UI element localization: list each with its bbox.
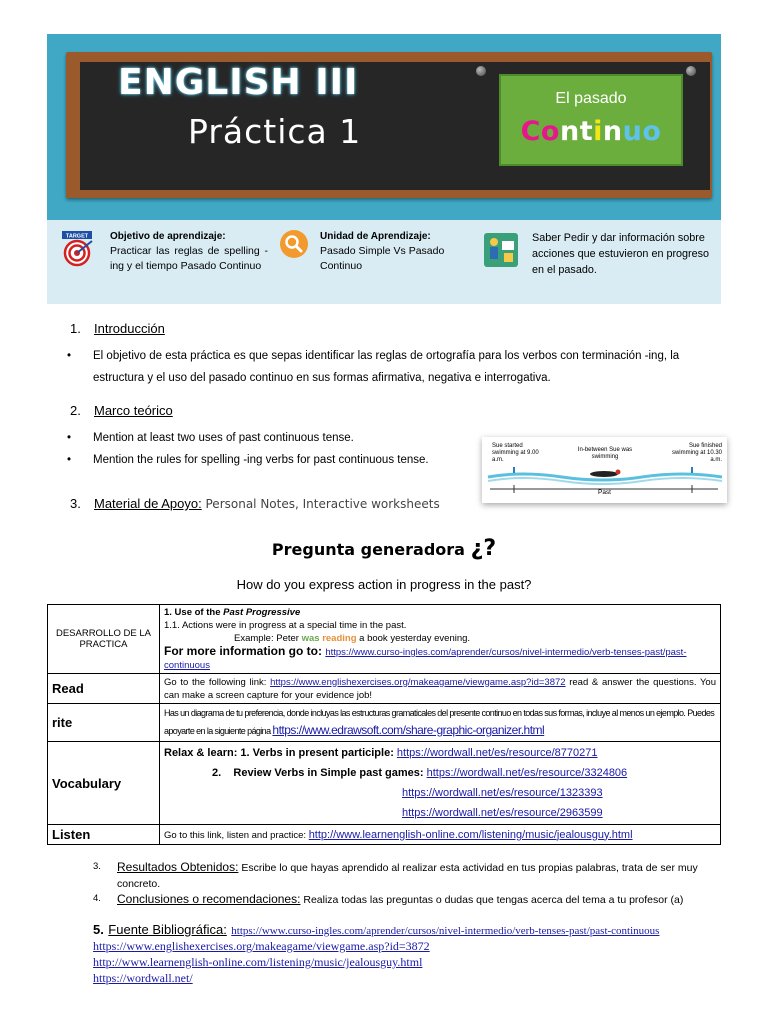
past-continuous-timeline: [482, 437, 727, 503]
unit-title: Unidad de Aprendizaje:: [320, 231, 431, 242]
vocab-line-1-text: Relax & learn: 1. Verbs in present participle:: [164, 747, 397, 759]
row-label-vocabulary: Vocabulary: [48, 742, 160, 825]
reference-list: [93, 938, 430, 986]
theory-bullet-2: [67, 449, 493, 471]
bullet-icon: •: [67, 350, 72, 362]
badge-letter: n: [602, 116, 623, 147]
row-content-desarrollo: [160, 605, 721, 674]
question-marks: ¿?: [470, 536, 497, 561]
search-icon: [280, 230, 308, 258]
vocab-line-2: [164, 763, 716, 783]
objective-text: Practicar las reglas de spelling - ing y el tiempo Pasado Continuo: [110, 245, 268, 272]
row-label-read: Read: [48, 674, 160, 704]
use-rule: 1.1. Actions were in progress at a special time in the past.: [164, 620, 407, 631]
section-resultados: [93, 859, 723, 892]
section-marco-teorico: [70, 403, 173, 418]
section-text: Personal Notes, Interactive worksheets: [201, 497, 440, 511]
write-text: Has un diagrama de tu preferencia, donde incluyas las estructuras gramaticales del presente continuo en todas sus formas, incluye al menos un ejemplo. Puedes apoyarte en la siguiente página: [164, 708, 715, 736]
badge-letter: u: [622, 116, 643, 147]
pin-icon: [686, 66, 696, 76]
reference-link-1[interactable]: https://www.curso-ingles.com/aprender/cursos/nivel-intermedio/verb-tenses-past/past-continuous: [231, 925, 660, 937]
question-heading-text: Pregunta generadora: [271, 540, 465, 559]
section-title: Fuente Bibliográfica:: [108, 922, 227, 937]
course-title: ENGLISH III: [118, 62, 359, 103]
section-introduccion: [70, 321, 165, 336]
learning-icon: [484, 233, 518, 267]
wordwall-link-2[interactable]: https://wordwall.net/es/resource/3324806: [426, 767, 628, 779]
practice-title: Práctica 1: [188, 112, 362, 151]
section-material: [70, 496, 440, 511]
curso-ingles-link[interactable]: https://www.curso-ingles.com/aprender/cursos/nivel-intermedio/verb-tenses-past/past-continuous: [164, 647, 687, 671]
table-row: [48, 825, 721, 845]
badge-letter: n: [559, 116, 580, 147]
read-prefix: Go to the following link:: [164, 676, 271, 688]
section-number: 1.: [70, 321, 81, 336]
theory-bullet-1: [67, 427, 493, 449]
theory-bullet-text: Mention the rules for spelling -ing verbs for past continuous tense.: [93, 454, 429, 466]
target-icon-label: TARGET: [65, 233, 89, 240]
vocab-line-1: [164, 743, 716, 763]
section-conclusiones: [93, 891, 723, 908]
reference-link-2[interactable]: https://www.englishexercises.org/makeagame/viewgame.asp?id=3872: [93, 939, 430, 953]
question-heading: [0, 536, 768, 561]
badge-letter: i: [593, 116, 603, 147]
vocab-line-4: [164, 803, 716, 823]
bullet-icon: •: [67, 432, 72, 444]
intro-bullet-text: El objetivo de esta práctica es que sepas identificar las reglas de ortografía para los verbos con terminación -ing, la estructura y el uso del pasado continuo en sus formas afirmativa, negativa e interrogativa.: [93, 350, 680, 384]
topic-badge-line1: El pasado: [555, 90, 627, 107]
section-title: Marco teórico: [94, 403, 173, 418]
badge-letter: C: [520, 116, 541, 147]
section-text: Escribe lo que hayas aprendido al realizar esta actividad en tus propias palabras, trata de ser muy concreto.: [117, 862, 698, 890]
badge-letter: o: [642, 116, 662, 147]
example-reading: reading: [322, 633, 357, 644]
use-heading: [164, 606, 716, 619]
more-info-line: [164, 645, 716, 672]
listen-text: Go to this link, listen and practice:: [164, 829, 309, 841]
objective-title: Objetivo de aprendizaje:: [110, 231, 226, 242]
reference-link-3[interactable]: http://www.learnenglish-online.com/listening/music/jealousguy.html: [93, 955, 423, 969]
timeline-start-label: Sue started swimming at 9.00 a.m.: [492, 443, 539, 463]
section-title: Conclusiones o recomendaciones:: [117, 892, 301, 906]
row-content-read: [160, 674, 721, 704]
target-icon: [58, 231, 96, 267]
table-row: [48, 742, 721, 825]
edrawsoft-link[interactable]: https://www.edrawsoft.com/share-graphic-organizer.html: [272, 723, 545, 737]
vocab-line-3: [164, 783, 716, 803]
table-row: [48, 605, 721, 674]
row-content-listen: [160, 825, 721, 845]
row-label-listen: Listen: [48, 825, 160, 845]
reference-link-4[interactable]: https://wordwall.net/: [93, 971, 193, 985]
question-text: How do you express action in progress in the past?: [236, 577, 532, 592]
example-prefix: Example: Peter: [234, 633, 302, 644]
unit-text: Pasado Simple Vs Pasado Continuo: [320, 245, 445, 272]
wordwall-link-1[interactable]: https://wordwall.net/es/resource/8770271: [396, 747, 598, 759]
read-suffix: read & answer the questions. You can make a screen capture for your evidence job!: [164, 676, 717, 701]
timeline-axis-label: Past: [597, 489, 611, 496]
vocab-line-2-text: Review Verbs in Simple past games:: [233, 767, 427, 779]
use-heading-text: 1. Use of the: [164, 607, 224, 618]
more-info-label: For more information go to:: [164, 644, 326, 658]
pin-icon: [476, 66, 486, 76]
section-title: Introducción: [94, 321, 165, 336]
vocab-line-2-num: 2.: [212, 767, 222, 779]
intro-bullet: [67, 345, 723, 389]
topic-badge: [499, 74, 683, 166]
skill-text: Saber Pedir y dar información sobre acciones que estuvieron en progreso en el pasado.: [532, 232, 710, 276]
section-number: 3.: [70, 496, 81, 511]
section-fuente: [93, 921, 733, 939]
section-text: Realiza todas las preguntas o dudas que tengas acerca del tema a tu profesor (a): [300, 894, 684, 906]
badge-letter: o: [540, 116, 560, 147]
badge-letter: t: [579, 116, 594, 147]
row-label-write: rite: [48, 704, 160, 742]
englishexercises-link[interactable]: https://www.englishexercises.org/makeagame/viewgame.asp?id=3872: [270, 676, 566, 688]
timeline-middle-label: In-between Sue was swimming: [577, 447, 633, 460]
practice-table: [47, 604, 721, 845]
use-heading-em: Past Progressive: [223, 607, 301, 618]
theory-bullet-text: Mention at least two uses of past continuous tense.: [93, 432, 354, 444]
learnenglish-link[interactable]: http://www.learnenglish-online.com/listening/music/jealousguy.html: [308, 828, 633, 841]
section-number: 2.: [70, 403, 81, 418]
row-content-write: [160, 704, 721, 742]
section-number: 5.: [93, 922, 104, 937]
wordwall-link-4[interactable]: https://wordwall.net/es/resource/2963599: [402, 807, 603, 819]
section-title: Material de Apoyo:: [94, 496, 202, 511]
wordwall-link-3[interactable]: https://wordwall.net/es/resource/1323393: [402, 787, 603, 799]
timeline-end-label: Sue finished swimming at 10.30 a.m.: [671, 443, 722, 463]
row-content-vocabulary: [160, 742, 721, 825]
example-suffix: a book yesterday evening.: [356, 633, 471, 644]
bullet-icon: •: [67, 454, 72, 466]
example-was: was: [301, 633, 320, 644]
row-label-desarrollo: DESARROLLO DE LA PRACTICA: [48, 605, 160, 674]
table-row: [48, 674, 721, 704]
section-number: 3.: [93, 861, 101, 872]
section-number: 4.: [93, 893, 101, 904]
section-title: Resultados Obtenidos:: [117, 860, 239, 874]
table-row: [48, 704, 721, 742]
topic-badge-line2: [501, 116, 681, 147]
